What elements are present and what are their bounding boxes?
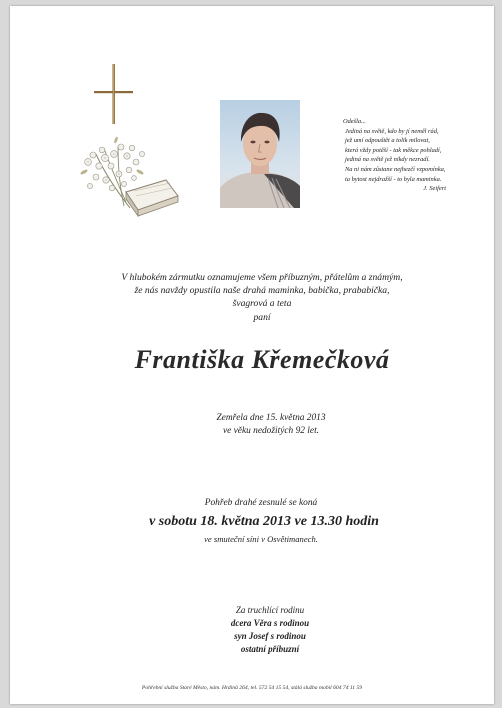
book-icon <box>126 180 178 216</box>
deceased-name: Františka Křemečková <box>134 345 390 374</box>
mourner-name: syn Josef s rodinou <box>234 631 306 641</box>
announcement-text <box>110 271 414 324</box>
cross-icon <box>94 64 133 124</box>
announcement-line: V hlubokém zármutku oznamujeme všem příbuzným, přátelům a známým, <box>121 272 403 283</box>
poem-line: která vždy potěší - tak měkce pohladí, <box>345 146 442 154</box>
poem-author: J. Seifert <box>423 185 446 193</box>
funeral-datetime: v sobotu 18. května 2013 ve 13.30 hodin <box>149 514 379 529</box>
death-date: Zemřela dne 15. května 2013 <box>216 413 326 423</box>
death-age: ve věku nedožitých 92 let. <box>222 425 320 436</box>
poem-line: Na ni nám zůstane nejhezčí vzpomínka, <box>345 165 446 173</box>
poem-line: jediná na světě jež nikdy nezradí. <box>345 156 430 164</box>
mourners-block <box>160 604 380 656</box>
poem-line: jež umí odpouštět a tolik milovat, <box>345 137 430 145</box>
poem-line: Odešla... <box>343 118 366 125</box>
mourner-name: ostatní příbuzní <box>240 644 300 654</box>
funeral-intro: Pohřeb drahé zesnulé se koná <box>204 498 318 508</box>
memorial-decoration <box>74 62 184 232</box>
mourner-name: dcera Věra s rodinou <box>230 618 310 628</box>
announcement-line: švagrová a teta <box>232 298 292 310</box>
obituary-page <box>10 6 494 704</box>
death-info <box>160 412 382 437</box>
portrait-image <box>220 100 300 208</box>
portrait-photo <box>220 100 300 208</box>
funeral-place: ve smuteční síni v Osvětimanech. <box>204 534 318 544</box>
memorial-poem <box>343 117 468 194</box>
announcement-line: že nás navždy opustila naše drahá maminka, babička, prababička, <box>134 285 390 297</box>
poem-line: Jediná na světě, kdo by jí neměl rád, <box>345 127 439 135</box>
poem-line: ta bytost nejdražší - to byla maminka. <box>345 175 442 183</box>
mourners-intro: Za truchlící rodinu <box>235 605 305 615</box>
funeral-service-footer: Pohřební služba Staré Město, nám. Hrdinů 264, tel. 572 54 15 54, stálá služba mobil 604 74 11 59 <box>141 685 363 691</box>
announcement-line: paní <box>253 311 271 323</box>
